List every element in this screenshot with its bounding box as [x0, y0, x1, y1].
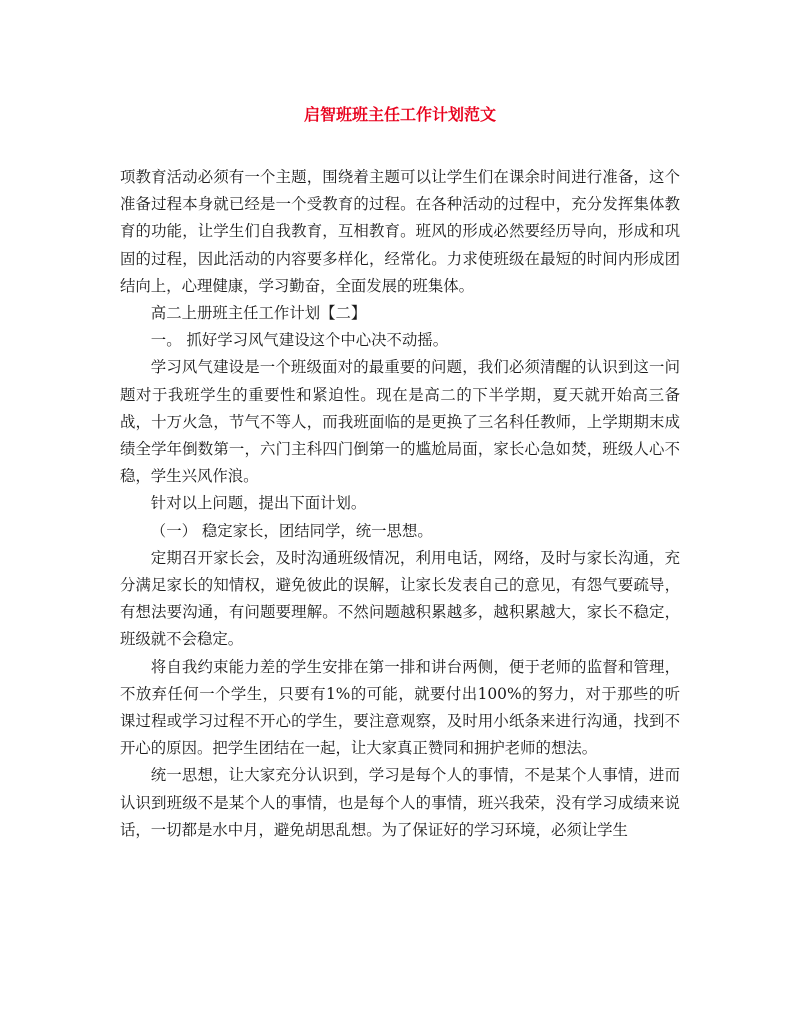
document-title: 启智班班主任工作计划范文: [303, 105, 496, 124]
paragraph-3-item-heading: 一。 抓好学习风气建设这个中心决不动摇。: [150, 331, 449, 350]
paragraph-9: 统一思想，让大家充分认识到，学习是每个人的事情，不是某个人事情，进而认识到班级不是某个人的事情，也是每个人的事情，班兴我荣，没有学习成绩来说话，一切都是水中月，避免胡思乱想。为了保证好的学习环境，必须让学生: [120, 766, 680, 839]
paragraph-5: 针对以上问题，提出下面计划。: [150, 494, 367, 513]
paragraph-7: 定期召开家长会，及时沟通班级情况，利用电话，网络，及时与家长沟通，充分满足家长的知情权，避免彼此的误解，让家长发表自己的意见，有怨气要疏导，有想法要沟通，有问题要理解。不然问题越积累越多，越积累越大，家长不稳定，班级就不会稳定。: [120, 548, 680, 649]
document-body: [120, 164, 680, 844]
paragraph-8: 将自我约束能力差的学生安排在第一排和讲台两侧，便于老师的监督和管理，不放弃任何一个学生，只要有1%的可能，就要付出100%的努力，对于那些的听课过程或学习过程不开心的学生，要注意观察，及时用小纸条来进行沟通，找到不开心的原因。把学生团结在一起，让大家真正赞同和拥护老师的想法。: [120, 657, 680, 758]
paragraph-2-section-heading: 高二上册班主任工作计划【二】: [150, 304, 367, 323]
paragraph-4: 学习风气建设是一个班级面对的最重要的问题，我们必须清醒的认识到这一问题对于我班学生的重要性和紧迫性。现在是高二的下半学期，夏天就开始高三备战，十万火急，节气不等人，而我班面临的是更换了三名科任教师，上学期期末成绩全学年倒数第一，六门主科四门倒第一的尴尬局面，家长心急如焚，班级人心不稳，学生兴风作浪。: [120, 358, 680, 486]
paragraph-6-subheading: （一） 稳定家长，团结同学，统一思想。: [150, 521, 433, 540]
paragraph-1: 项教育活动必须有一个主题，围绕着主题可以让学生们在课余时间进行准备，这个准备过程本身就已经是一个受教育的过程。在各种活动的过程中，充分发挥集体教育的功能，让学生们自我教育，互相教育。班风的形成必然要经历导向，形成和巩固的过程，因此活动的内容要多样化，经常化。力求使班级在最短的时间内形成团结向上，心理健康，学习勤奋，全面发展的班集体。: [120, 168, 680, 295]
